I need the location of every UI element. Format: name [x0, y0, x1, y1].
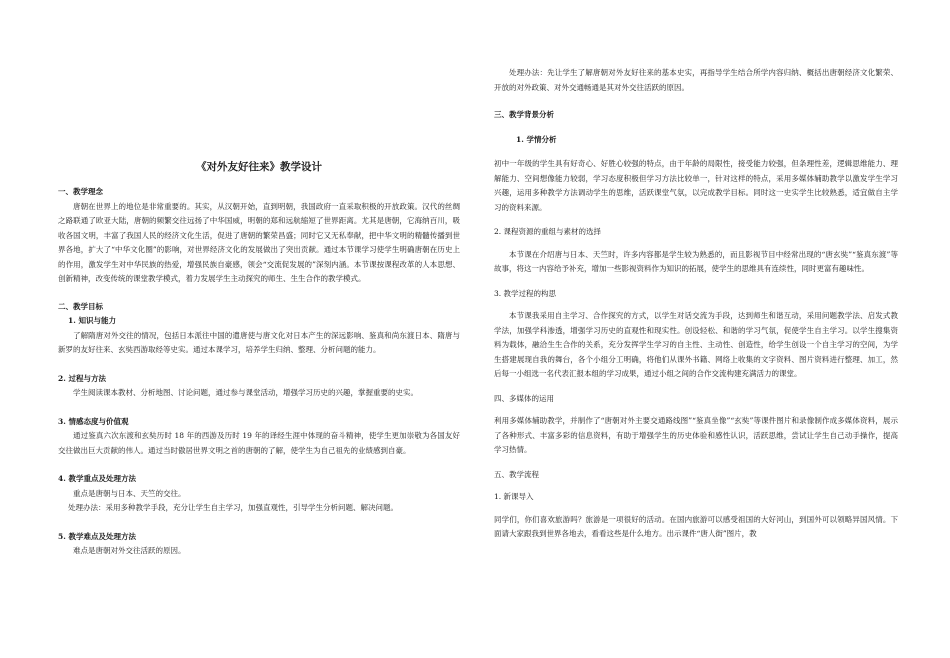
section-multimedia-heading: 四、多媒体的运用	[494, 393, 554, 403]
teaching-philosophy-paragraph: 唐朝在世界上的地位是非常重要的。其实，从汉朝开始，直到明朝，我国政府一直采取积极的开放政策。汉代的丝绸之路联通了欧亚大陆，唐朝的频繁交往远扬了中华国威，明朝的郑和远航缩短了世界距离。尤其是唐朝，它海纳百川，吸收各国文明，丰富了我国人民的经济文化生活，促进了唐朝的繁荣昌盛；同时它又无私奉献，把中华文明的精髓传播到世界各地，扩大了“中华文化圈”的影响，对世界经济文化的发展做出了突出贡献。通过本节课学习使学生明确唐朝在历史上的作用，激发学生对中华民族的热爱，增强民族自豪感，领会“交流促发展的”深刻内涵。本节课按课程改革的人本思想、创新精神，改变传统的课堂教学模式，着力发展学生主动探究的师生、生生合作的教学模式。	[58, 201, 460, 283]
section-teaching-philosophy-heading: 一、教学理念	[58, 187, 103, 196]
right-column	[494, 0, 898, 542]
teaching-process-concept-paragraph: 本节课我采用自主学习、合作探究的方式，以学生对话交流为手段，达到师生和谐互动，采用问题教学法、启发式教学法，加强学科渗透，增强学习历史的直观性和现实性。创设轻松、和谐的学习气氛，促使学生自主学习。以学生搜集资料为载体，融洽生生合作的关系，充分发挥学生学习的自主性、主动性、创造性，给学生创设一个自主学习的空间，为学生搭建展现自我的舞台，各个小组分工明确，将他们从课外书籍、网络上收集的文字资料、图片资料进行整理、加工，然后每一小组选一名代表汇报本组的学习成果，通过小组之间的合作交流构建充满活力的课堂。	[494, 311, 898, 378]
learner-analysis-paragraph: 初中一年级的学生具有好奇心、好胜心较强的特点，由于年龄的局限性，接受能力较强，但条理性差，逻辑思维能力、理解能力、空间想像能力较弱，学习态度积极但学习方法比较单一，针对这样的特点，采用多媒体辅助教学以激发学生学习兴趣，运用多种教学方法调动学生的思维，活跃课堂气氛，以完成教学目标。同时这一史实学生比较熟悉，适宜做自主学习的资料来源。	[494, 159, 898, 212]
difficult-points-line: 难点是唐朝对外交往活跃的原因。	[73, 546, 186, 555]
key-points-line: 重点是唐朝与日本、天竺的交往。	[73, 488, 186, 498]
key-points-heading: 4. 教学重点及处理方法	[58, 474, 136, 483]
multimedia-paragraph: 利用多媒体辅助教学，并制作了“唐朝对外主要交通路线图”“鉴真坐像”“玄奘”等课件图片和录像制作成多媒体资料，展示了各种形式、丰富多彩的信息资料，有助于增强学生的历史体验和感性认识，活跃思维，尝试让学生自己动手操作，提高学习热情。	[494, 416, 898, 454]
process-method-heading: 2. 过程与方法	[58, 373, 106, 383]
left-column	[58, 0, 460, 559]
new-lesson-intro-heading: 1. 新课导入	[494, 492, 534, 501]
key-points-method-line: 处理办法：采用多种教学手段，充分让学生自主学习，加强直观性，引导学生分析问题、解决问题。	[68, 503, 398, 512]
resource-reorganization-heading: 2. 课程资源的重组与素材的选择	[494, 227, 602, 236]
knowledge-ability-paragraph: 了解隋唐对外交往的情况，包括日本派往中国的遣唐使与唐文化对日本产生的深远影响、鉴真和尚东渡日本、隋唐与新罗的友好往来、玄奘西游取经等史实。通过本课学习，培养学生归纳、整理、分析问题的能力。	[58, 330, 460, 354]
difficult-points-method-paragraph: 处理办法：先让学生了解唐朝对外友好往来的基本史实，再指导学生结合所学内容归纳、概括出唐朝经济文化繁荣、开放的对外政策、对外交通畅通是其对外交往活跃的原因。	[494, 68, 898, 92]
section-teaching-goals-heading: 二、教学目标	[58, 301, 103, 311]
learner-analysis-heading: 1. 学情分析	[516, 134, 557, 144]
teaching-process-concept-heading: 3. 教学过程的构思	[494, 288, 557, 298]
process-method-paragraph: 学生阅读课本教材、分析地图、讨论问题，通过参与课堂活动，增强学习历史的兴趣，掌握重要的史实。	[73, 388, 418, 397]
resource-reorganization-paragraph: 本节课在介绍唐与日本、天竺时，许多内容都是学生较为熟悉的，而且影视节目中经常出现的“唐玄奘”“鉴真东渡”等故事，将这一内容给予补充，增加一些影视资料作为知识的拓展，使学生的思维具有连续性，同时更富有趣味性。	[494, 249, 898, 273]
emotion-values-heading: 3. 情感态度与价值观	[58, 416, 129, 426]
knowledge-ability-heading: 1. 知识与能力	[68, 316, 116, 325]
new-lesson-intro-paragraph: 同学们，你们喜欢旅游吗？旅游是一项很好的活动。在国内旅游可以感受祖国的大好河山，到国外可以领略异国风情。下面请大家跟我到世界各地去，看看这些是什么地方。出示课件“唐人街”图片，教	[494, 514, 898, 538]
section-teaching-flow-heading: 五、教学流程	[494, 469, 539, 479]
difficult-points-heading: 5. 教学难点及处理方法	[58, 531, 136, 541]
emotion-values-paragraph: 通过鉴真六次东渡和玄奘历时 18 年的西游及历时 19 年的译经生涯中体现的奋斗精神，使学生更加崇敬为各国友好交往做出巨大贡献的伟人。通过当时傲居世界文明之首的唐朝的了解，使学生为自己祖先的业绩感到自豪。	[58, 431, 460, 455]
document-title: 《对外友好往来》教学设计	[196, 161, 322, 173]
section-background-analysis-heading: 三、教学背景分析	[494, 110, 554, 119]
